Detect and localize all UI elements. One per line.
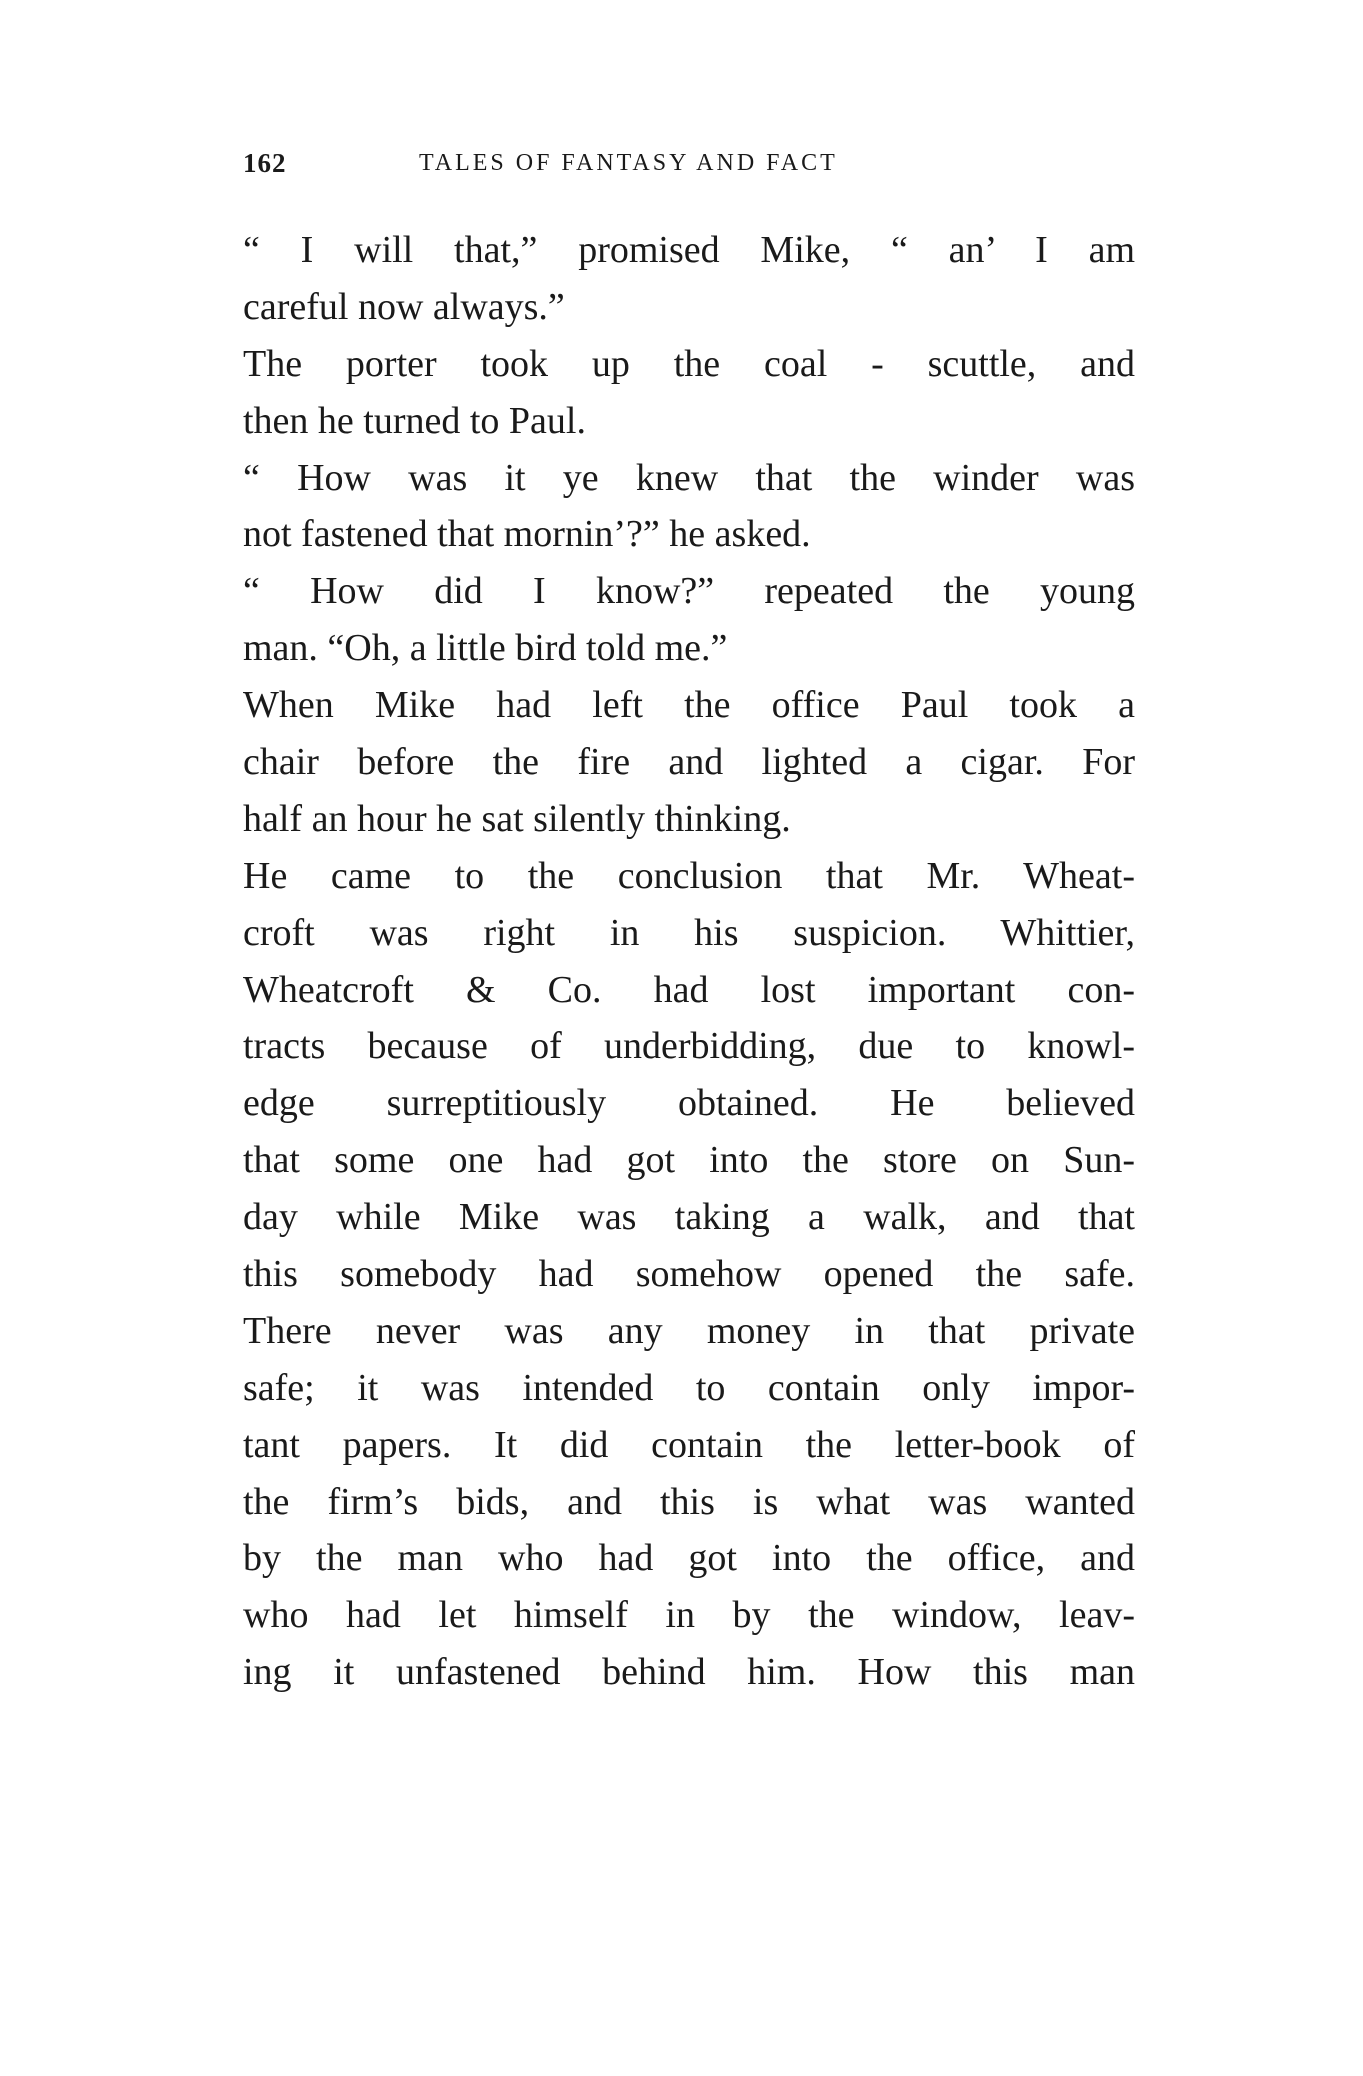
text-line: chair before the fire and lighted a cigar. For <box>243 741 1135 784</box>
text-line: safe; it was intended to contain only impor- <box>243 1366 1135 1409</box>
text-line: “ How did I know?” repeated the young <box>243 570 1135 613</box>
text-line: edge surreptitiously obtained. He believed <box>243 1082 1135 1125</box>
text-line: day while Mike was taking a walk, and that <box>243 1196 1135 1239</box>
text-line: tracts because of underbidding, due to knowl- <box>243 1025 1135 1068</box>
text-line: who had let himself in by the window, leav- <box>243 1594 1135 1637</box>
text-line: Wheatcroft & Co. had lost important con- <box>243 968 1135 1011</box>
text-line: that some one had got into the store on Sun- <box>243 1139 1135 1182</box>
book-title: TALES OF FANTASY AND FACT <box>419 150 838 176</box>
text-line: by the man who had got into the office, and <box>243 1537 1135 1580</box>
running-head <box>243 148 1135 188</box>
text-line: half an hour he sat silently thinking. <box>243 797 791 840</box>
text-line: He came to the conclusion that Mr. Wheat- <box>243 854 1135 897</box>
text-line: “ How was it ye knew that the winder was <box>243 456 1135 499</box>
text-line: When Mike had left the office Paul took a <box>243 684 1135 727</box>
text-line: careful now always.” <box>243 285 565 328</box>
text-line: this somebody had somehow opened the safe. <box>243 1253 1135 1296</box>
page-number: 162 <box>243 148 287 178</box>
text-line: croft was right in his suspicion. Whittier, <box>243 911 1135 954</box>
text-line: The porter took up the coal - scuttle, and <box>243 342 1135 385</box>
text-line: then he turned to Paul. <box>243 399 586 442</box>
text-line: “ I will that,” promised Mike, “ an’ I am <box>243 229 1135 271</box>
text-line: the firm’s bids, and this is what was wanted <box>243 1480 1135 1523</box>
text-line: not fastened that mornin’?” he asked. <box>243 513 811 556</box>
text-line: tant papers. It did contain the letter-book of <box>243 1423 1135 1466</box>
text-line: man. “Oh, a little bird told me.” <box>243 627 728 670</box>
body-text <box>243 222 1135 1701</box>
text-line: There never was any money in that private <box>243 1309 1135 1352</box>
text-line: ing it unfastened behind him. How this man <box>243 1651 1135 1694</box>
